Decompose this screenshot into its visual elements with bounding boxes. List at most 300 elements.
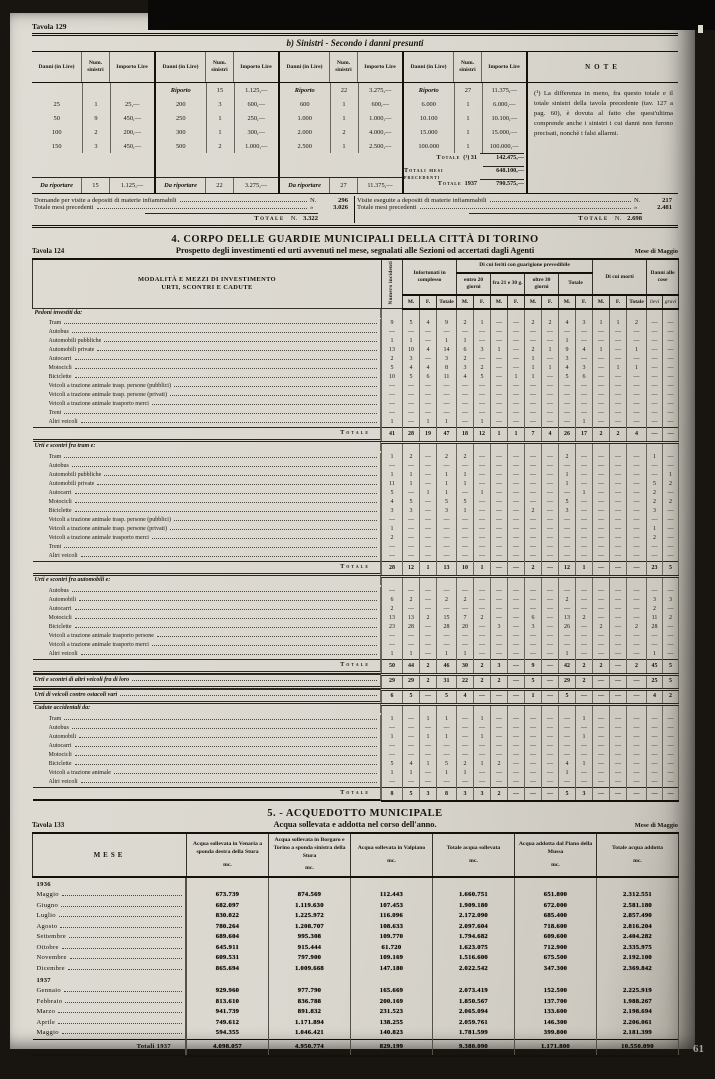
- table-cell: —: [457, 552, 474, 562]
- table-cell: 6: [420, 373, 437, 382]
- table-cell: —: [508, 769, 525, 778]
- incidents-table: [32, 258, 679, 802]
- table-cell: 2: [474, 674, 491, 689]
- table-cell: 3: [457, 787, 474, 801]
- table-cell: 1: [559, 471, 576, 480]
- table-cell: —: [542, 674, 559, 689]
- table-cell: 1: [576, 418, 593, 428]
- table-cell: —: [610, 614, 627, 623]
- table-cell: 12: [559, 561, 576, 576]
- table-cell: —: [576, 552, 593, 562]
- table-cell: 2.065.094: [433, 1007, 515, 1018]
- table-cell: —: [576, 605, 593, 614]
- table-cell: [610, 704, 627, 715]
- table-cell: Riporto: [404, 83, 454, 97]
- table-cell: [576, 309, 593, 319]
- table-cell: —: [647, 733, 663, 742]
- table-cell: —: [525, 328, 542, 337]
- tavola-label: Tavola 124: [32, 247, 65, 255]
- table-cell: [597, 877, 679, 890]
- table-cell: 15: [206, 83, 234, 97]
- table-cell: 6: [457, 346, 474, 355]
- table-cell: —: [382, 516, 403, 525]
- table-row: [33, 659, 679, 674]
- table-cell: —: [593, 552, 610, 562]
- table-cell: —: [508, 543, 525, 552]
- col-f: F.: [576, 295, 593, 309]
- table-cell: 50: [382, 659, 403, 674]
- table-cell: 2: [382, 534, 403, 543]
- sinistri-group-2: [156, 52, 280, 193]
- table-cell: 28: [647, 623, 663, 632]
- table-cell: —: [491, 480, 508, 489]
- table-cell: —: [576, 355, 593, 364]
- table-cell: —: [593, 373, 610, 382]
- tavola-133-caption: [32, 820, 678, 829]
- table-cell: —: [542, 355, 559, 364]
- table-cell: —: [508, 319, 525, 328]
- row-label-cell: Urti e scontri fra tram e:: [33, 442, 382, 451]
- table-cell: —: [491, 778, 508, 788]
- footer-label: Da riportare: [32, 178, 82, 193]
- table-cell: 7: [525, 427, 542, 442]
- table-cell: 10.550.090: [597, 1039, 679, 1056]
- table-cell: 2: [559, 453, 576, 462]
- table-cell: —: [663, 787, 679, 801]
- table-row: [404, 83, 526, 97]
- table-cell: [627, 576, 647, 587]
- table-cell: 1: [525, 373, 542, 382]
- table-cell: 1: [457, 471, 474, 480]
- table-cell: —: [576, 587, 593, 596]
- row-label-cell: Treni: [33, 409, 382, 418]
- table-cell: 4: [559, 760, 576, 769]
- row-label-cell: 1937: [33, 974, 187, 986]
- table-row: [33, 704, 679, 715]
- table-cell: —: [627, 724, 647, 733]
- table-cell: 1.850.567: [433, 997, 515, 1008]
- table-cell: 1: [420, 715, 437, 724]
- table-cell: 675.500: [515, 953, 597, 964]
- table-cell: —: [610, 632, 627, 641]
- table-cell: —: [457, 605, 474, 614]
- table-cell: —: [457, 516, 474, 525]
- table-cell: —: [627, 641, 647, 650]
- table-cell: —: [576, 641, 593, 650]
- table-row: [32, 139, 154, 153]
- table-cell: 9: [559, 346, 576, 355]
- table-cell: [474, 442, 491, 453]
- table-cell: 1: [525, 364, 542, 373]
- table-cell: 3: [82, 139, 110, 153]
- table-cell: —: [663, 328, 679, 337]
- table-cell: 685.400: [515, 911, 597, 922]
- table-cell: —: [474, 453, 491, 462]
- table-cell: —: [525, 742, 542, 751]
- table-cell: —: [542, 507, 559, 516]
- table-cell: —: [437, 328, 457, 337]
- table-cell: —: [420, 543, 437, 552]
- table-cell: —: [647, 778, 663, 788]
- table-cell: —: [525, 480, 542, 489]
- table-row: [33, 751, 679, 760]
- table-cell: 2.073.419: [433, 986, 515, 997]
- table-cell: —: [647, 319, 663, 328]
- table-cell: 1: [457, 769, 474, 778]
- table-cell: 1.119.630: [269, 901, 351, 912]
- table-cell: 2: [403, 596, 420, 605]
- table-row: [404, 139, 526, 153]
- col-venaria: Acqua sollevata in Venaria a sponda destra della Stura mc.: [187, 833, 269, 877]
- table-cell: —: [403, 733, 420, 742]
- table-cell: 41: [382, 427, 403, 442]
- table-cell: 4: [559, 364, 576, 373]
- table-cell: —: [627, 742, 647, 751]
- table-cell: [559, 576, 576, 587]
- table-cell: [597, 974, 679, 986]
- table-cell: —: [663, 760, 679, 769]
- table-cell: —: [576, 543, 593, 552]
- table-cell: —: [542, 641, 559, 650]
- table-cell: 2: [457, 319, 474, 328]
- table-cell: 1: [454, 111, 482, 125]
- table-cell: —: [491, 319, 508, 328]
- footer-importo: 11.375,—: [367, 182, 393, 189]
- table-cell: —: [559, 328, 576, 337]
- table-cell: —: [663, 733, 679, 742]
- table-cell: —: [593, 733, 610, 742]
- table-row: [33, 427, 679, 442]
- table-cell: —: [420, 778, 437, 788]
- table-cell: 165.669: [351, 986, 433, 997]
- table-cell: —: [491, 471, 508, 480]
- page-number: 61: [693, 1043, 704, 1055]
- table-cell: —: [403, 778, 420, 788]
- table-cell: 5: [647, 480, 663, 489]
- table-cell: 31: [437, 674, 457, 689]
- table-cell: —: [437, 400, 457, 409]
- table-cell: 10: [457, 561, 474, 576]
- row-label-cell: Veicoli a trazione animale trasporto merci: [33, 641, 382, 650]
- table-cell: —: [457, 462, 474, 471]
- table-cell: —: [437, 778, 457, 788]
- table-cell: —: [437, 751, 457, 760]
- table-cell: —: [525, 778, 542, 788]
- table-cell: —: [542, 778, 559, 788]
- table-cell: —: [576, 409, 593, 418]
- table-cell: —: [491, 391, 508, 400]
- table-cell: —: [610, 409, 627, 418]
- table-cell: —: [491, 650, 508, 660]
- table-cell: —: [627, 355, 647, 364]
- table-cell: 2: [382, 355, 403, 364]
- table-cell: 138.255: [351, 1018, 433, 1029]
- table-cell: 2: [663, 480, 679, 489]
- table-cell: 1: [647, 453, 663, 462]
- table-row: [33, 462, 679, 471]
- table-cell: —: [610, 355, 627, 364]
- table-cell: —: [610, 543, 627, 552]
- table-cell: —: [542, 742, 559, 751]
- table-row: [280, 125, 402, 139]
- row-label-cell: Marzo: [33, 1007, 187, 1018]
- table-row: [33, 623, 679, 632]
- table-cell: 1: [474, 319, 491, 328]
- table-row: [33, 480, 679, 489]
- table-cell: —: [647, 516, 663, 525]
- table-row: [156, 125, 278, 139]
- table-cell: 116.096: [351, 911, 433, 922]
- table-cell: —: [403, 516, 420, 525]
- table-cell: 3: [206, 97, 234, 111]
- table-cell: —: [403, 525, 420, 534]
- table-cell: 9.380.090: [433, 1039, 515, 1056]
- table-cell: 2: [491, 674, 508, 689]
- table-caption: Acqua sollevata e addotta nel corso dell'anno.: [273, 820, 437, 830]
- table-cell: 830.022: [187, 911, 269, 922]
- table-cell: —: [559, 742, 576, 751]
- table-cell: [32, 83, 82, 97]
- row-label-cell: Settembre: [33, 932, 187, 943]
- table-cell: —: [559, 525, 576, 534]
- table-cell: —: [474, 543, 491, 552]
- col-f: F.: [610, 295, 627, 309]
- footer-importo: 1.125,—: [120, 182, 144, 189]
- footnote-text: Totale mesi precedenti: [357, 204, 417, 211]
- row-label-cell: Biciclette: [33, 507, 382, 516]
- row-label-cell: Autobus: [33, 587, 382, 596]
- table-cell: 2: [627, 623, 647, 632]
- table-cell: —: [437, 587, 457, 596]
- table-cell: —: [474, 328, 491, 337]
- table-row: [156, 139, 278, 153]
- table-row: [33, 489, 679, 498]
- table-cell: —: [420, 605, 437, 614]
- table-row: [33, 596, 679, 605]
- table-row: [280, 111, 402, 125]
- table-cell: 3: [474, 787, 491, 801]
- table-cell: 3: [437, 507, 457, 516]
- table-cell: 11: [437, 373, 457, 382]
- table-cell: 3: [491, 659, 508, 674]
- table-cell: 874.569: [269, 890, 351, 901]
- table-cell: —: [457, 632, 474, 641]
- table-cell: —: [525, 641, 542, 650]
- table-row: [33, 877, 679, 890]
- table-cell: 5: [457, 498, 474, 507]
- table-cell: —: [491, 689, 508, 704]
- table-cell: 3: [576, 364, 593, 373]
- table-row: [33, 400, 679, 409]
- table-cell: 1: [474, 561, 491, 576]
- table-cell: —: [508, 498, 525, 507]
- col-morti: Di cui morti: [593, 259, 647, 295]
- table-cell: —: [663, 453, 679, 462]
- table-cell: —: [542, 724, 559, 733]
- table-cell: —: [610, 507, 627, 516]
- table-cell: —: [474, 623, 491, 632]
- row-label-cell: Febbraio: [33, 997, 187, 1008]
- table-cell: [559, 442, 576, 453]
- table-cell: 1: [403, 471, 420, 480]
- table-cell: —: [508, 516, 525, 525]
- row-label-cell: Urti e scontri di altri veicoli fra di loro: [33, 674, 382, 689]
- table-cell: —: [663, 364, 679, 373]
- table-cell: —: [508, 760, 525, 769]
- table-cell: —: [491, 516, 508, 525]
- table-cell: [457, 704, 474, 715]
- table-cell: —: [663, 751, 679, 760]
- table-row: [404, 97, 526, 111]
- table-cell: —: [403, 462, 420, 471]
- col-header-importo: Importo Lire: [116, 63, 148, 70]
- table-cell: —: [663, 400, 679, 409]
- table-cell: —: [559, 400, 576, 409]
- table-cell: —: [474, 480, 491, 489]
- sinistri-table: [32, 33, 678, 194]
- table-cell: 12: [403, 561, 420, 576]
- table-row: [33, 974, 679, 986]
- table-row: [33, 391, 679, 400]
- table-cell: —: [403, 742, 420, 751]
- table-cell: 689.604: [187, 932, 269, 943]
- table-cell: —: [576, 480, 593, 489]
- row-label-cell: Gennaio: [33, 986, 187, 997]
- table-cell: 929.960: [187, 986, 269, 997]
- table-cell: 1.000,—: [245, 142, 268, 150]
- table-row: [33, 471, 679, 480]
- col-header-danni: Danni (in Lire): [156, 52, 206, 82]
- table-cell: 13: [559, 614, 576, 623]
- table-cell: —: [508, 382, 525, 391]
- table-cell: —: [593, 480, 610, 489]
- table-cell: —: [525, 337, 542, 346]
- table-cell: 22: [330, 83, 358, 97]
- table-cell: —: [627, 733, 647, 742]
- table-cell: —: [491, 596, 508, 605]
- table-row: [33, 715, 679, 724]
- table-cell: —: [610, 733, 627, 742]
- table-cell: —: [627, 715, 647, 724]
- acquedotto-header: [33, 833, 679, 877]
- table-cell: [508, 576, 525, 587]
- table-cell: 28: [403, 427, 420, 442]
- table-cell: —: [576, 769, 593, 778]
- table-cell: —: [593, 632, 610, 641]
- table-cell: —: [403, 400, 420, 409]
- table-cell: 1: [525, 689, 542, 704]
- table-cell: —: [593, 409, 610, 418]
- table-cell: —: [610, 471, 627, 480]
- table-cell: —: [576, 453, 593, 462]
- table-cell: 1.660.751: [433, 890, 515, 901]
- col-f: F.: [474, 295, 491, 309]
- table-cell: 600,—: [247, 100, 266, 108]
- table-cell: 11.375,—: [491, 86, 517, 94]
- table-cell: 4: [457, 689, 474, 704]
- table-cell: 2: [457, 760, 474, 769]
- table-cell: 50: [32, 111, 82, 125]
- table-cell: [382, 309, 403, 319]
- table-cell: —: [474, 337, 491, 346]
- table-cell: 3: [420, 787, 437, 801]
- table-cell: —: [508, 507, 525, 516]
- table-cell: 10.100: [404, 111, 454, 125]
- table-row: [156, 83, 278, 97]
- table-cell: 11: [647, 614, 663, 623]
- table-cell: —: [542, 409, 559, 418]
- table-cell: 13: [382, 346, 403, 355]
- table-cell: —: [420, 498, 437, 507]
- table-cell: —: [525, 543, 542, 552]
- footer-importo: 3.275,—: [244, 182, 268, 189]
- table-cell: —: [457, 409, 474, 418]
- table-cell: 2: [420, 659, 437, 674]
- table-cell: —: [420, 641, 437, 650]
- table-cell: —: [610, 742, 627, 751]
- table-cell: 1: [382, 337, 403, 346]
- table-cell: 2: [206, 139, 234, 153]
- table-cell: —: [593, 724, 610, 733]
- table-cell: —: [508, 489, 525, 498]
- table-cell: 1: [576, 715, 593, 724]
- table-row: [33, 328, 679, 337]
- table-cell: 5: [525, 674, 542, 689]
- table-cell: —: [647, 769, 663, 778]
- table-cell: [647, 309, 663, 319]
- table-cell: 9: [437, 319, 457, 328]
- table-cell: —: [382, 632, 403, 641]
- col-modalita: MODALITÀ E MEZZI DI INVESTIMENTO URTI, SCONTRI E CADUTE: [33, 259, 382, 309]
- table-cell: —: [627, 650, 647, 660]
- table-cell: —: [491, 462, 508, 471]
- table-cell: —: [491, 525, 508, 534]
- table-row: [33, 453, 679, 462]
- table-cell: —: [403, 587, 420, 596]
- sinistri-title: b) Sinistri - Secondo i danni presunti: [32, 36, 678, 52]
- table-cell: —: [382, 400, 403, 409]
- table-cell: —: [491, 724, 508, 733]
- table-cell: —: [457, 382, 474, 391]
- table-cell: [576, 442, 593, 453]
- table-cell: 3: [576, 319, 593, 328]
- table-row: [33, 674, 679, 689]
- table-cell: 1: [382, 471, 403, 480]
- table-cell: —: [663, 427, 679, 442]
- table-cell: 20: [457, 623, 474, 632]
- sinistri-group-1: [32, 52, 156, 193]
- table-cell: —: [593, 462, 610, 471]
- table-row: [33, 355, 679, 364]
- table-row: [280, 83, 402, 97]
- table-cell: —: [474, 498, 491, 507]
- table-cell: —: [559, 462, 576, 471]
- table-cell: —: [647, 587, 663, 596]
- table-cell: —: [403, 543, 420, 552]
- table-cell: —: [382, 462, 403, 471]
- table-cell: 1: [437, 489, 457, 498]
- row-label-cell: Biciclette: [33, 760, 382, 769]
- table-cell: 5: [403, 319, 420, 328]
- table-cell: 645.911: [187, 943, 269, 954]
- table-cell: [382, 576, 403, 587]
- table-cell: 813.610: [187, 997, 269, 1008]
- table-cell: 1.909.180: [433, 901, 515, 912]
- table-cell: —: [403, 715, 420, 724]
- col-totale-feriti: Totale: [559, 273, 593, 295]
- table-cell: —: [647, 552, 663, 562]
- table-cell: —: [508, 337, 525, 346]
